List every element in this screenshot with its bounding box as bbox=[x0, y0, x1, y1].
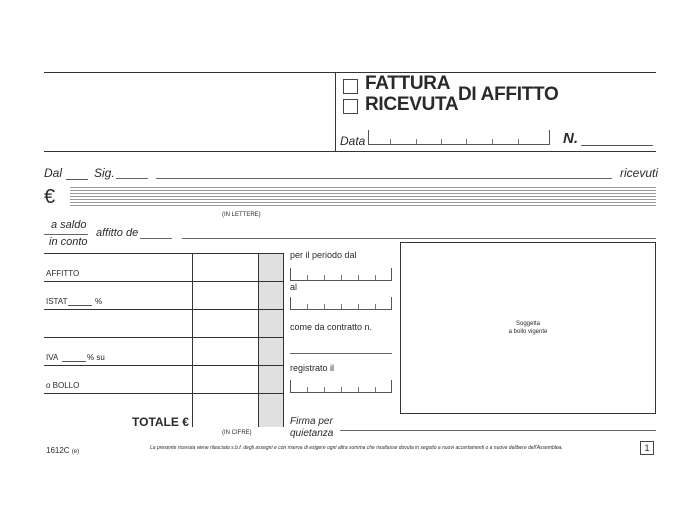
sig-field-short[interactable] bbox=[116, 178, 148, 179]
stamp-box-line1: Soggetta bbox=[515, 321, 541, 327]
data-label: Data bbox=[340, 134, 366, 148]
header-divider bbox=[335, 73, 336, 151]
cents-column-border bbox=[258, 253, 259, 427]
ricevuti-label: ricevuti bbox=[620, 166, 659, 180]
ricevuta-label: RICEVUTA bbox=[365, 94, 459, 115]
periodo-dal-label: per il periodo dal bbox=[290, 250, 357, 260]
in-conto-option[interactable]: in conto bbox=[49, 236, 88, 248]
totale-label: TOTALE € bbox=[132, 415, 189, 429]
form-code-number: 1612C bbox=[46, 446, 70, 455]
dal-field[interactable] bbox=[66, 178, 88, 180]
al-field[interactable] bbox=[290, 297, 392, 310]
registrato-label: registrato il bbox=[290, 363, 335, 373]
blank-row-line bbox=[44, 337, 283, 338]
form-code-suffix: (e) bbox=[71, 449, 80, 455]
periodo-dal-field[interactable] bbox=[290, 268, 392, 281]
contratto-field[interactable] bbox=[290, 353, 392, 354]
dal-label: Dal bbox=[44, 166, 63, 180]
number-label: N. bbox=[563, 130, 578, 147]
signature-field[interactable] bbox=[340, 430, 656, 431]
number-field[interactable] bbox=[581, 145, 653, 146]
saldo-conto-divider bbox=[44, 234, 88, 235]
registrato-field[interactable] bbox=[290, 380, 392, 393]
firma-label: Firma per bbox=[290, 416, 333, 427]
title-suffix: DI AFFITTO bbox=[458, 84, 559, 105]
istat-row-line bbox=[44, 309, 283, 310]
affitto-de-field[interactable] bbox=[182, 238, 656, 239]
stamp-box bbox=[400, 242, 656, 414]
bollo-row-label: o BOLLO bbox=[46, 381, 80, 390]
istat-row-label: ISTAT bbox=[46, 297, 68, 306]
top-rule bbox=[44, 72, 656, 73]
header-bottom-rule bbox=[44, 151, 656, 152]
quietanza-label: quietanza bbox=[290, 428, 334, 439]
sig-field[interactable] bbox=[156, 178, 612, 179]
a-saldo-option[interactable]: a saldo bbox=[51, 219, 87, 231]
istat-percent-field[interactable] bbox=[68, 304, 92, 306]
bollo-row-line bbox=[44, 393, 283, 394]
table-right-border bbox=[283, 253, 284, 427]
fattura-checkbox[interactable] bbox=[343, 79, 358, 94]
cents-column-shading bbox=[258, 253, 283, 427]
iva-row-label: IVA bbox=[46, 353, 59, 362]
euro-symbol: € bbox=[44, 186, 56, 208]
amount-words-field[interactable] bbox=[70, 187, 656, 207]
data-field[interactable] bbox=[368, 130, 550, 145]
al-label: al bbox=[290, 282, 298, 292]
footer-disclaimer: La presente ricevuta viene rilasciata s.b.f. degli assegni e con riserva di esigere ogni altra somma che risultasse dovuta in seguito a nuovi accertamenti o a nuove delibere dell'Assemblea. bbox=[150, 445, 563, 451]
label-column-border bbox=[192, 253, 193, 427]
affitto-de-label: affitto de bbox=[96, 227, 139, 239]
stamp-box-line2: a bollo vigente bbox=[508, 329, 548, 335]
istat-percent-sign: % bbox=[95, 297, 103, 306]
affitto-row-line bbox=[44, 281, 283, 282]
form-code bbox=[46, 446, 79, 455]
table-top-border bbox=[44, 253, 283, 254]
iva-percent-su: % su bbox=[87, 353, 105, 362]
iva-row-line bbox=[44, 365, 283, 366]
contratto-label: come da contratto n. bbox=[290, 322, 373, 332]
ricevuta-checkbox[interactable] bbox=[343, 99, 358, 114]
iva-percent-field[interactable] bbox=[62, 360, 86, 362]
affitto-de-field-short[interactable] bbox=[140, 238, 172, 239]
fattura-label: FATTURA bbox=[365, 73, 451, 94]
affitto-row-label: AFFITTO bbox=[46, 269, 80, 278]
page-number-box: 1 bbox=[640, 441, 654, 455]
in-lettere-caption: (IN LETTERE) bbox=[222, 212, 261, 218]
in-cifre-caption: (IN CIFRE) bbox=[222, 430, 252, 436]
sig-label: Sig. bbox=[94, 166, 115, 180]
